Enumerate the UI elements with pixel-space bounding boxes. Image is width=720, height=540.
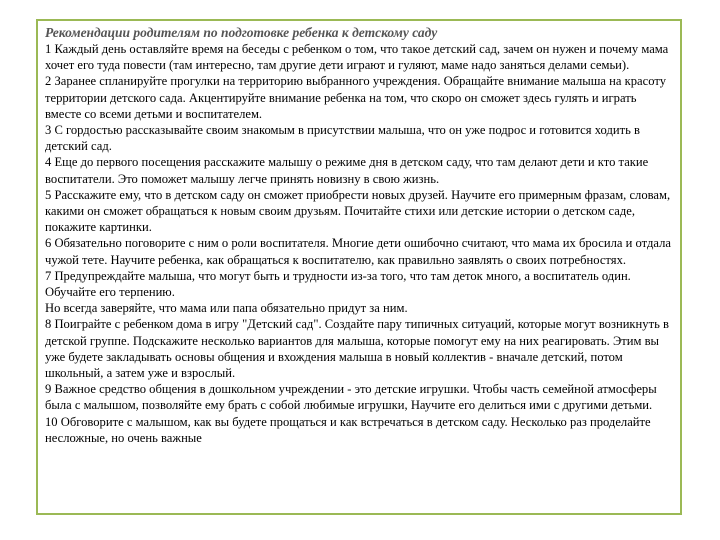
paragraph-7-continued: Но всегда заверяйте, что мама или папа обязательно придут за ним.: [45, 301, 408, 316]
paragraph-6: 6 Обязательно поговорите с ним о роли воспитателя. Многие дети ошибочно считают, что мама их бросила и отдала чужой тете. Научите ребенка, как обращаться к воспитателю, как правильно заявлять о своих потребностях.: [45, 236, 671, 267]
paragraph-2: 2 Заранее спланируйте прогулки на территорию выбранного учреждения. Обращайте внимание малыша на красоту территории детского сада. Акцентируйте внимание ребенка на том, что скоро он сможет здесь гулять и играть вместе со всеми детьми и воспитателем.: [45, 74, 666, 121]
paragraph-9: 9 Важное средство общения в дошкольном учреждении - это детские игрушки. Чтобы часть семейной атмосферы была с малышом, позволяйте ему брать с собой любимые игрушки, Научите его делиться ими с другими детьми.: [45, 382, 657, 413]
paragraph-8: 8 Поиграйте с ребенком дома в игру "Детский сад". Создайте пару типичных ситуаций, которые могут возникнуть в детской группе. Подскажите несколько вариантов для малыша, которые помогут ему на них реагировать. Этим вы уже будете закладывать основы общения и вхождения малыша в новый коллектив - вначале детский, потом школьный, а затем уже и взрослый.: [45, 317, 669, 381]
paragraph-7: 7 Предупреждайте малыша, что могут быть и трудности из-за того, что там деток много, а воспитатель один. Обучайте его терпению.: [45, 268, 631, 300]
text-frame: [36, 19, 682, 515]
document-title: Рекомендации родителям по подготовке ребенка к детскому саду: [45, 25, 438, 40]
paragraph-3: 3 С гордостью рассказывайте своим знакомым в присутствии малыша, что он уже подрос и готовится ходить в детский сад.: [45, 123, 640, 154]
paragraph-1: 1 Каждый день оставляйте время на беседы с ребенком о том, что такое детский сад, зачем он нужен и почему мама хочет его туда повести (там интересно, там другие дети играют и гуляют, маме надо заняться делами семьи).: [45, 42, 669, 73]
paragraph-10: 10 Обговорите с малышом, как вы будете прощаться и как встречаться в детском саду. Несколько раз проделайте несложные, но очень важные: [45, 414, 651, 445]
paragraph-4: 4 Еще до первого посещения расскажите малышу о режиме дня в детском саду, что там делают дети и кто такие воспитатели. Это поможет малышу легче принять новизну в свою жизнь.: [45, 155, 649, 186]
paragraph-5: 5 Расскажите ему, что в детском саду он сможет приобрести новых друзей. Научите его примерным фразам, словам, какими он сможет обращаться к новым своим друзьям. Почитайте стихи или детские истории о детском саде, покажите картинки.: [45, 187, 671, 235]
